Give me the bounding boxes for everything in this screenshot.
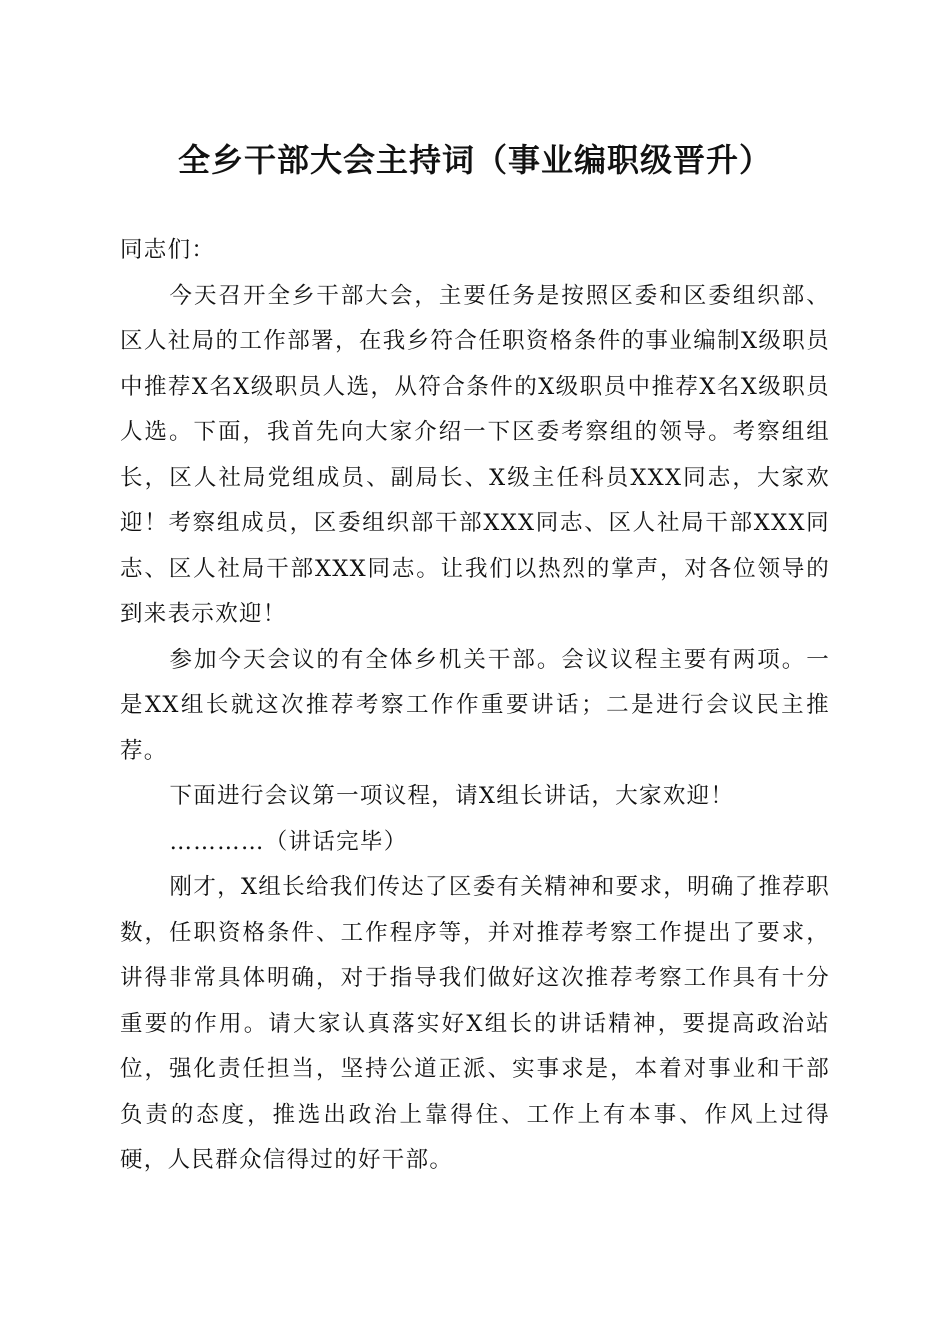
paragraph-summary: 刚才，X组长给我们传达了区委有关精神和要求，明确了推荐职数，任职资格条件、工作程序等，并对推荐考察工作提出了要求，讲得非常具体明确，对于指导我们做好这次推荐考察工作具有十分重要的作用。请大家认真落实好X组长的讲话精神，要提高政治站位，强化责任担当，坚持公道正派、实事求是，本着对事业和干部负责的态度，推选出政治上靠得住、工作上有本事、作风上过得硬，人民群众信得过的好干部。 (120, 874, 830, 1173)
paragraph-speech-end: …………（讲话完毕） (169, 828, 408, 855)
paragraph-agenda: 参加今天会议的有全体乡机关干部。会议议程主要有两项。一是XX组长就这次推荐考察工作作重要讲话；二是进行会议民主推荐。 (120, 646, 830, 764)
salutation: 同志们： (120, 237, 216, 263)
document-body (120, 228, 830, 1184)
document-title: 全乡干部大会主持词（事业编职级晋升） (177, 141, 772, 179)
paragraph-first-item: 下面进行会议第一项议程，请X组长讲话，大家欢迎！ (169, 783, 735, 809)
paragraph-opening: 今天召开全乡干部大会，主要任务是按照区委和区委组织部、区人社局的工作部署，在我乡符合任职资格条件的事业编制X级职员中推荐X名X级职员人选，从符合条件的X级职员中推荐X名X级职员人选。下面，我首先向大家介绍一下区委考察组的领导。考察组组长，区人社局党组成员、副局长、X级主任科员XXX同志，大家欢迎！考察组成员，区委组织部干部XXX同志、区人社局干部XXX同志、区人社局干部XXX同志。让我们以热烈的掌声，对各位领导的到来表示欢迎！ (120, 282, 830, 627)
